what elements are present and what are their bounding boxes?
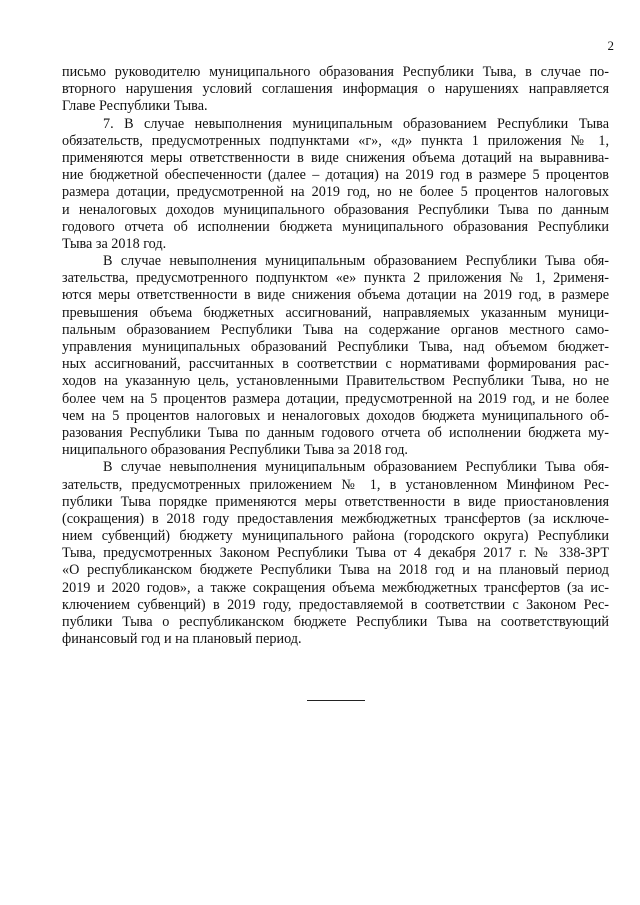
text-line: более чем на 5 процентов размера дотации, предусмотренной на 2019 год, и не более xyxy=(62,390,609,407)
document-body xyxy=(62,64,609,648)
text-line: зательств, предусмотренных приложением № 1, в установленном Минфином Рес- xyxy=(62,476,609,493)
text-line: годового отчета об исполнении бюджета муниципального образования Республики xyxy=(62,218,609,235)
text-line: управления муниципальных образований Республики Тыва, над объемом бюджет- xyxy=(62,339,609,355)
text-line: финансовый год и на плановый период. xyxy=(62,631,302,648)
text-line: (сокращения) в 2018 году предоставления межбюджетных трансфертов (за исключе- xyxy=(62,510,609,527)
text-line: 2019 и 2020 годов», а также сокращения объема межбюджетных трансфертов (за ис- xyxy=(62,579,609,596)
text-line: В случае невыполнения муниципальным образованием Республики Тыва обя- xyxy=(103,459,609,476)
text-line: «О республиканском бюджете Республики Тыва на 2018 год и на плановый период xyxy=(62,562,609,579)
text-line: В случае невыполнения муниципальным образованием Республики Тыва обя- xyxy=(103,253,609,270)
text-line: применяются меры ответственности в виде снижения объема дотаций на выравнива- xyxy=(62,149,609,166)
text-line: Тыва, предусмотренных Законом Республики Тыва от 4 декабря 2017 г. № 338-ЗРТ xyxy=(62,545,609,562)
page-number: 2 xyxy=(607,38,614,53)
text-line: и неналоговых доходов муниципального образования Республики Тыва по данным xyxy=(62,201,609,218)
paragraph-4 xyxy=(62,459,609,648)
text-line: разования Республики Тыва по данным годового отчета об исполнении бюджета му- xyxy=(62,424,609,441)
paragraph-3 xyxy=(62,253,609,459)
text-line: зательства, предусмотренного подпунктом «е» пункта 2 приложения № 1, 2рименя- xyxy=(62,270,609,287)
separator-line xyxy=(307,700,365,701)
text-line: нием субвенций) бюджету муниципального района (городского округа) Республики xyxy=(62,528,609,545)
text-line: ключением субвенций) в 2019 году, предоставляемой в соответствии с Законом Рес- xyxy=(62,596,609,613)
text-line: ние бюджетной обеспеченности (далее – дотация) на 2019 год в размере 5 процентов xyxy=(62,167,609,184)
paragraph-2 xyxy=(62,116,609,254)
text-line: ходов на указанную цель, установленными Правительством Республики Тыва, но не xyxy=(62,373,609,390)
text-line: ных ассигнований, рассчитанных в соответствии с нормативами формирования рас- xyxy=(62,356,609,373)
text-line: размера дотации, предусмотренной на 2019 год, но не более 5 процентов налоговых xyxy=(62,184,609,201)
text-line: превышения объема бюджетных ассигнований, направляемых указанным муници- xyxy=(62,304,609,321)
text-line: Главе Республики Тыва. xyxy=(62,98,208,115)
text-line: 7. В случае невыполнения муниципальным образованием Республики Тыва xyxy=(103,115,609,132)
text-line: пальным образованием Республики Тыва на содержание органов местного само- xyxy=(62,321,609,338)
text-line: публики Тыва о республиканском бюджете Республики Тыва на соответствующий xyxy=(62,614,609,630)
paragraph-1 xyxy=(62,64,609,116)
text-line: Тыва за 2018 год. xyxy=(62,235,167,252)
text-line: ниципального образования Республики Тыва за 2018 год. xyxy=(62,442,408,459)
text-line: чем на 5 процентов налоговых и неналоговых доходов бюджета муниципального об- xyxy=(62,407,609,424)
text-line: обязательств, предусмотренных подпунктами «г», «д» пункта 1 приложения № 1, xyxy=(62,132,609,149)
text-line: письмо руководителю муниципального образования Республики Тыва, в случае по- xyxy=(62,64,609,80)
text-line: вторного нарушения условий соглашения информация о нарушениях направляется xyxy=(62,81,609,98)
text-line: публики Тыва порядке применяются меры ответственности в виде приостановления xyxy=(62,493,609,510)
text-line: ются меры ответственности в виде снижения объема дотации на 2019 год, в размере xyxy=(62,287,609,304)
